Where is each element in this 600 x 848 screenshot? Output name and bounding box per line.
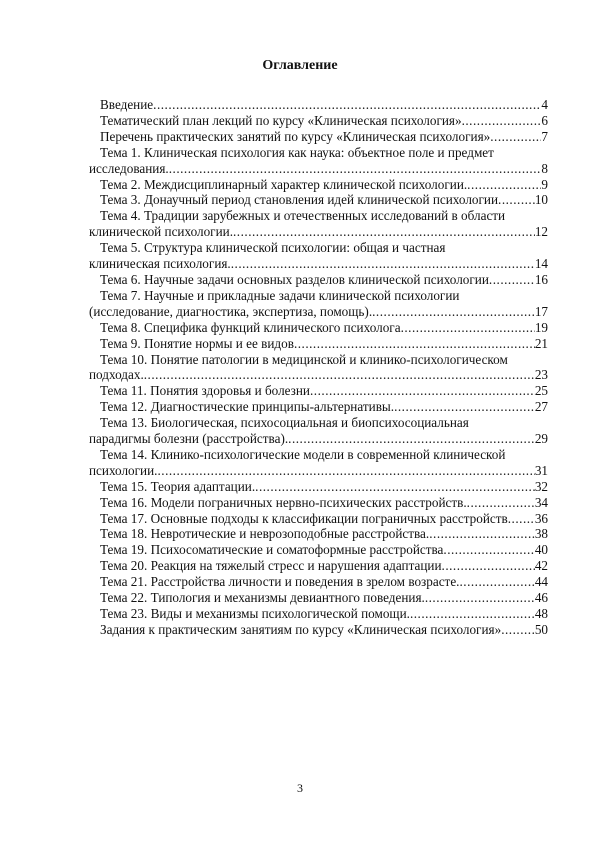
toc-entry[interactable]: [89, 415, 548, 447]
toc-page-number: 8: [541, 160, 548, 176]
toc-page-number: 38: [534, 526, 548, 542]
toc-page-number: 36: [534, 510, 548, 526]
toc-entry[interactable]: [89, 574, 548, 590]
toc-entry-title: Тема 23. Виды и механизмы психологической помощи.: [100, 606, 410, 621]
toc-entry[interactable]: [89, 622, 548, 638]
toc-page-number: 21: [534, 335, 548, 351]
toc-entry-title-continued: клинической психологии.: [89, 224, 233, 240]
page-title: Оглавление: [262, 58, 338, 73]
toc-entry-title: Тема 15. Теория адаптации.: [100, 478, 256, 494]
toc-page-number: 25: [534, 383, 548, 399]
toc-entry[interactable]: [89, 383, 548, 399]
dot-leader: [310, 383, 535, 399]
toc-entry-title: Тема 10. Понятие патологии в медицинской и клинико-психологическом: [100, 351, 508, 367]
toc-page-number: 10: [534, 192, 548, 208]
toc-entry-title-continued: психологии.: [89, 462, 158, 478]
dot-leader: [443, 542, 534, 558]
toc-entry-title: Тема 3. Донаучный период становления идей клинической психологии: [100, 192, 499, 208]
dot-leader: [467, 495, 535, 511]
toc-entry-title: Тема 17. Основные подходы к классификации пограничных расстройств: [100, 510, 508, 526]
toc-page-number: 42: [534, 558, 548, 574]
table-of-contents: [89, 97, 548, 638]
toc-page-number: 14: [534, 256, 548, 272]
toc-entry-title: Тематический план лекций по курсу «Клиническая психология»: [100, 112, 462, 128]
dot-leader: [233, 224, 535, 240]
toc-entry-title: Тема 6. Научные задачи основных разделов клинической психологии: [100, 271, 489, 287]
toc-entry-title: Тема 14. Клинико-психологические модели в современной клинической: [100, 446, 506, 462]
toc-page-number: 16: [534, 271, 548, 287]
toc-entry-title-continued: клиническая психология.: [89, 256, 231, 272]
toc-entry[interactable]: [89, 208, 548, 240]
toc-entry[interactable]: [89, 511, 548, 527]
toc-entry-title: Тема 20. Реакция на тяжелый стресс и нарушения адаптации: [100, 558, 442, 574]
toc-page-number: 44: [534, 574, 548, 590]
dot-leader: [231, 256, 535, 272]
toc-entry[interactable]: [89, 272, 548, 288]
toc-page-number: 50: [534, 621, 548, 637]
toc-entry-title: Тема 8. Специфика функций клинического психолога: [100, 319, 401, 335]
toc-page-number: 4: [541, 97, 548, 112]
toc-page-number: 31: [534, 462, 548, 478]
toc-entry[interactable]: [89, 399, 548, 415]
toc-entry-title: Тема 11. Понятия здоровья и болезни: [100, 383, 310, 399]
toc-entry[interactable]: [89, 192, 548, 208]
toc-entry[interactable]: [89, 129, 548, 145]
dot-leader: [459, 574, 534, 590]
dot-leader: [425, 590, 535, 606]
dot-leader: [294, 336, 535, 352]
dot-leader: [489, 272, 535, 288]
toc-page-number: 6: [541, 112, 548, 128]
toc-entry-title: Перечень практических занятий по курсу «Клиническая психология»: [100, 128, 491, 144]
toc-entry-title-continued: (исследование, диагностика, экспертиза, помощь).: [89, 303, 373, 319]
dot-leader: [467, 177, 541, 193]
dot-leader: [501, 622, 535, 638]
dot-leader: [410, 606, 535, 622]
toc-entry[interactable]: [89, 526, 548, 542]
toc-page-number: 32: [534, 478, 548, 494]
toc-entry[interactable]: [89, 558, 548, 574]
dot-leader: [442, 558, 535, 574]
toc-entry[interactable]: [89, 97, 548, 113]
toc-entry[interactable]: [89, 352, 548, 384]
dot-leader: [429, 526, 535, 542]
toc-entry[interactable]: [89, 447, 548, 479]
toc-entry[interactable]: [89, 145, 548, 177]
dot-leader: [394, 399, 535, 415]
toc-page-number: 19: [534, 319, 548, 335]
toc-entry-title: Тема 18. Невротические и неврозоподобные расстройства.: [100, 526, 430, 542]
toc-page-number: 34: [534, 494, 548, 510]
toc-page-number: 9: [541, 176, 548, 192]
toc-page-number: 46: [534, 590, 548, 606]
dot-leader: [372, 304, 535, 320]
toc-entry[interactable]: [89, 606, 548, 622]
toc-entry-title: Тема 9. Понятие нормы и ее видов: [100, 335, 294, 351]
toc-entry-title: Тема 16. Модели пограничных нервно-психических расстройств.: [100, 494, 467, 510]
toc-page-number: 7: [541, 128, 548, 144]
dot-leader: [153, 97, 541, 113]
toc-page-number: 17: [534, 303, 548, 319]
toc-entry-title: Задания к практическим занятиям по курсу «Клиническая психология»: [100, 621, 502, 637]
toc-entry-title: Тема 22. Типология и механизмы девиантного поведения.: [100, 590, 425, 606]
toc-entry-title: Тема 4. Традиции зарубежных и отечественных исследований в области: [100, 208, 506, 224]
toc-entry-title: Тема 19. Психосоматические и соматоформные расстройства: [100, 542, 444, 558]
dot-leader: [157, 463, 534, 479]
dot-leader: [255, 479, 535, 495]
toc-entry-title: Тема 1. Клиническая психология как наука: объектное поле и предмет: [100, 144, 494, 160]
dot-leader: [462, 113, 542, 129]
toc-entry[interactable]: [89, 177, 548, 193]
toc-entry[interactable]: [89, 288, 548, 320]
toc-page-number: 40: [534, 542, 548, 558]
toc-page-number: 29: [534, 431, 548, 447]
toc-entry-title: Тема 12. Диагностические принципы-альтернативы.: [100, 399, 395, 415]
toc-entry-title-continued: исследования.: [89, 160, 169, 176]
toc-page-number: 48: [534, 606, 548, 621]
toc-entry-title-continued: подходах.: [89, 367, 144, 383]
dot-leader: [490, 129, 541, 145]
toc-entry-title: Тема 5. Структура клинической психологии: общая и частная: [100, 240, 446, 256]
toc-entry-title: Введение: [100, 97, 154, 112]
dot-leader: [144, 367, 535, 383]
toc-entry[interactable]: [89, 495, 548, 511]
toc-entry[interactable]: [89, 240, 548, 272]
toc-entry-title: Тема 21. Расстройства личности и поведения в зрелом возрасте.: [100, 574, 460, 590]
toc-page-number: 27: [534, 399, 548, 415]
toc-entry-title-continued: парадигмы болезни (расстройства).: [89, 431, 289, 447]
toc-entry[interactable]: [89, 320, 548, 336]
toc-entry[interactable]: [89, 590, 548, 606]
dot-leader: [508, 511, 535, 527]
page-number: 3: [297, 781, 303, 795]
dot-leader: [169, 161, 542, 177]
toc-entry[interactable]: [89, 542, 548, 558]
dot-leader: [288, 431, 535, 447]
toc-page-number: 23: [534, 367, 548, 383]
dot-leader: [498, 192, 535, 208]
toc-page-number: 12: [534, 224, 548, 240]
toc-entry-title: Тема 7. Научные и прикладные задачи клинической психологии: [100, 287, 460, 303]
toc-entry-title: Тема 13. Биологическая, психосоциальная и биопсихосоциальная: [100, 415, 469, 431]
toc-entry[interactable]: [89, 479, 548, 495]
toc-entry[interactable]: [89, 336, 548, 352]
dot-leader: [401, 320, 535, 336]
toc-entry-title: Тема 2. Междисциплинарный характер клинической психологии.: [100, 176, 468, 192]
toc-entry[interactable]: [89, 113, 548, 129]
